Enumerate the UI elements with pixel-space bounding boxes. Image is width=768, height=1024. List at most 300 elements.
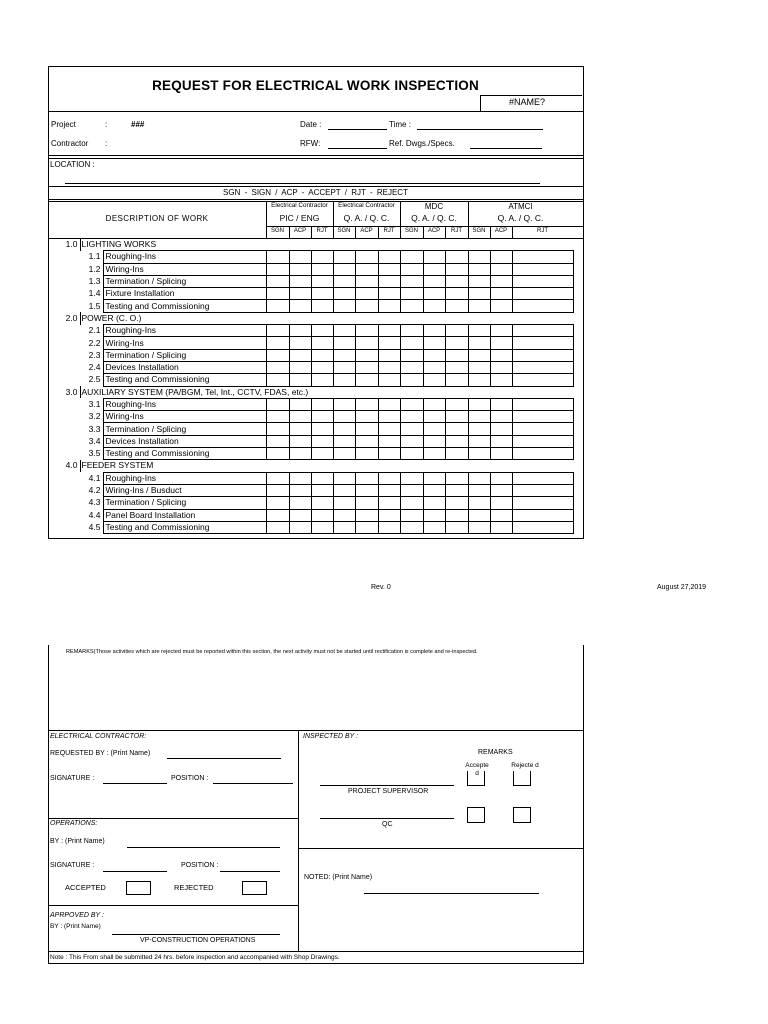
table-row [48, 361, 583, 373]
check-cell[interactable] [289, 423, 311, 435]
check-cell[interactable] [512, 374, 573, 386]
check-cell[interactable] [333, 497, 355, 509]
check-cell[interactable] [333, 484, 355, 496]
check-cell[interactable] [378, 411, 400, 423]
check-cell[interactable] [400, 251, 423, 263]
check-cell[interactable] [512, 251, 573, 263]
requested-by-field[interactable] [167, 758, 281, 759]
check-cell[interactable] [355, 411, 378, 423]
sub-header-acp: ACP [293, 228, 307, 234]
check-cell[interactable] [378, 337, 400, 349]
check-cell[interactable] [423, 288, 445, 300]
check-cell[interactable] [468, 448, 490, 460]
check-cell[interactable] [333, 423, 355, 435]
check-cell[interactable] [490, 411, 512, 423]
check-cell[interactable] [423, 521, 445, 533]
check-cell[interactable] [468, 288, 490, 300]
check-cell[interactable] [266, 374, 289, 386]
check-cell[interactable] [311, 472, 333, 484]
check-cell[interactable] [266, 497, 289, 509]
check-cell[interactable] [289, 251, 311, 263]
desc-header: DESCRIPTION OF WORK [105, 214, 209, 223]
check-cell[interactable] [512, 325, 573, 337]
check-cell[interactable] [333, 374, 355, 386]
check-cell[interactable] [355, 251, 378, 263]
check-cell[interactable] [423, 435, 445, 447]
check-cell[interactable] [355, 398, 378, 410]
check-cell[interactable] [400, 509, 423, 521]
check-cell[interactable] [333, 398, 355, 410]
check-cell[interactable] [445, 411, 468, 423]
check-cell[interactable] [423, 484, 445, 496]
check-cell[interactable] [266, 521, 289, 533]
check-cell[interactable] [400, 361, 423, 373]
check-cell[interactable] [490, 275, 512, 287]
check-cell[interactable] [445, 337, 468, 349]
check-cell[interactable] [333, 251, 355, 263]
check-cell[interactable] [490, 361, 512, 373]
check-cell[interactable] [423, 361, 445, 373]
qc-label: QC [382, 821, 393, 828]
ops-signature-field[interactable] [103, 871, 167, 872]
check-cell[interactable] [400, 411, 423, 423]
check-cell[interactable] [490, 497, 512, 509]
check-cell[interactable] [445, 251, 468, 263]
ops-position-field[interactable] [220, 871, 280, 872]
check-cell[interactable] [266, 251, 289, 263]
check-cell[interactable] [490, 337, 512, 349]
check-cell[interactable] [311, 349, 333, 361]
check-cell[interactable] [445, 497, 468, 509]
check-cell[interactable] [355, 484, 378, 496]
check-cell[interactable] [378, 509, 400, 521]
accepted-col-label: Accepte d [465, 762, 489, 777]
sub-header-sgn: SGN [270, 228, 284, 234]
ops-by-field[interactable] [127, 847, 280, 848]
check-cell[interactable] [490, 349, 512, 361]
item-number: 1.5 [88, 300, 101, 311]
check-cell[interactable] [333, 509, 355, 521]
check-cell[interactable] [468, 361, 490, 373]
check-cell[interactable] [378, 484, 400, 496]
check-cell[interactable] [355, 263, 378, 275]
table-row [48, 497, 583, 509]
check-cell[interactable] [468, 251, 490, 263]
check-cell[interactable] [445, 509, 468, 521]
check-cell[interactable] [311, 398, 333, 410]
check-cell[interactable] [289, 325, 311, 337]
check-cell[interactable] [512, 423, 573, 435]
check-cell[interactable] [333, 300, 355, 312]
check-cell[interactable] [512, 263, 573, 275]
check-cell[interactable] [378, 472, 400, 484]
check-cell[interactable] [468, 263, 490, 275]
check-cell[interactable] [423, 398, 445, 410]
check-cell[interactable] [311, 484, 333, 496]
check-cell[interactable] [423, 509, 445, 521]
check-cell[interactable] [423, 263, 445, 275]
check-cell[interactable] [400, 374, 423, 386]
check-cell[interactable] [378, 275, 400, 287]
check-cell[interactable] [311, 411, 333, 423]
check-cell[interactable] [512, 361, 573, 373]
check-cell[interactable] [289, 484, 311, 496]
check-cell[interactable] [311, 435, 333, 447]
check-cell[interactable] [311, 288, 333, 300]
check-cell[interactable] [289, 509, 311, 521]
check-cell[interactable] [355, 423, 378, 435]
check-cell[interactable] [400, 349, 423, 361]
item-number: 1.3 [88, 276, 101, 287]
approved-by-label: APRPOVED BY : [50, 912, 104, 919]
check-cell[interactable] [266, 349, 289, 361]
check-cell[interactable] [266, 435, 289, 447]
check-cell[interactable] [311, 497, 333, 509]
check-cell[interactable] [333, 288, 355, 300]
check-cell[interactable] [378, 300, 400, 312]
check-cell[interactable] [266, 288, 289, 300]
group-header-bottom: PIC / ENG [279, 213, 320, 223]
item-label: Testing and Commissioning [103, 300, 266, 312]
check-cell[interactable] [512, 497, 573, 509]
check-cell[interactable] [445, 484, 468, 496]
check-cell[interactable] [445, 300, 468, 312]
check-cell[interactable] [378, 263, 400, 275]
check-cell[interactable] [333, 263, 355, 275]
table-row [48, 263, 583, 275]
check-cell[interactable] [378, 423, 400, 435]
check-cell[interactable] [311, 374, 333, 386]
ps-accepted-box[interactable] [467, 771, 485, 786]
check-cell[interactable] [378, 251, 400, 263]
check-cell[interactable] [378, 521, 400, 533]
check-cell[interactable] [490, 509, 512, 521]
check-cell[interactable] [445, 398, 468, 410]
check-cell[interactable] [512, 411, 573, 423]
contractor-label: Contractor [51, 139, 89, 148]
table-row [48, 472, 583, 484]
check-cell[interactable] [490, 484, 512, 496]
check-cell[interactable] [289, 398, 311, 410]
check-cell[interactable] [355, 374, 378, 386]
check-cell[interactable] [468, 411, 490, 423]
check-cell[interactable] [289, 435, 311, 447]
group-header-bottom: Q. A. / Q. C. [343, 213, 390, 223]
check-cell[interactable] [445, 448, 468, 460]
row-indent [48, 435, 80, 447]
time-field[interactable] [417, 129, 543, 130]
check-cell[interactable] [289, 521, 311, 533]
check-cell[interactable] [289, 263, 311, 275]
check-cell[interactable] [468, 497, 490, 509]
check-cell[interactable] [266, 398, 289, 410]
check-cell[interactable] [311, 251, 333, 263]
check-cell[interactable] [423, 423, 445, 435]
check-cell[interactable] [378, 325, 400, 337]
noted-field[interactable] [364, 893, 539, 894]
check-cell[interactable] [512, 275, 573, 287]
check-cell[interactable] [445, 263, 468, 275]
check-cell[interactable] [355, 337, 378, 349]
check-cell[interactable] [266, 472, 289, 484]
section-number: 3.0 [65, 386, 78, 397]
check-cell[interactable] [266, 448, 289, 460]
check-cell[interactable] [378, 435, 400, 447]
qc-signature-field[interactable] [320, 818, 454, 819]
check-cell[interactable] [355, 288, 378, 300]
refdwgs-field[interactable] [470, 148, 542, 149]
check-cell[interactable] [266, 337, 289, 349]
check-cell[interactable] [445, 288, 468, 300]
check-cell[interactable] [400, 275, 423, 287]
ec-label: ELECTRICAL CONTRACTOR: [50, 733, 147, 740]
check-cell[interactable] [311, 509, 333, 521]
rfw-field[interactable] [328, 148, 387, 149]
check-cell[interactable] [333, 337, 355, 349]
row-indent [48, 361, 80, 373]
name-cell: #NAME? [509, 97, 546, 107]
check-cell[interactable] [289, 337, 311, 349]
check-cell[interactable] [289, 349, 311, 361]
location-field[interactable] [65, 183, 540, 184]
check-cell[interactable] [445, 472, 468, 484]
check-cell[interactable] [468, 325, 490, 337]
check-cell[interactable] [333, 361, 355, 373]
check-cell[interactable] [289, 300, 311, 312]
check-cell[interactable] [445, 361, 468, 373]
check-cell[interactable] [423, 374, 445, 386]
remarks-field[interactable] [66, 658, 576, 728]
check-cell[interactable] [490, 472, 512, 484]
check-cell[interactable] [445, 435, 468, 447]
table-row [48, 374, 583, 386]
check-cell[interactable] [468, 275, 490, 287]
check-cell[interactable] [445, 275, 468, 287]
requested-by-label: REQUESTED BY : (Print Name) [50, 750, 151, 757]
check-cell[interactable] [423, 325, 445, 337]
check-cell[interactable] [378, 448, 400, 460]
check-cell[interactable] [378, 374, 400, 386]
check-cell[interactable] [490, 374, 512, 386]
check-cell[interactable] [468, 484, 490, 496]
check-cell[interactable] [289, 497, 311, 509]
check-cell[interactable] [400, 288, 423, 300]
check-cell[interactable] [400, 398, 423, 410]
check-cell[interactable] [289, 448, 311, 460]
check-cell[interactable] [468, 423, 490, 435]
check-cell[interactable] [266, 300, 289, 312]
check-cell[interactable] [400, 263, 423, 275]
check-cell[interactable] [490, 251, 512, 263]
check-cell[interactable] [490, 288, 512, 300]
check-cell[interactable] [512, 448, 573, 460]
signature-field[interactable] [103, 783, 167, 784]
check-cell[interactable] [468, 374, 490, 386]
check-cell[interactable] [423, 251, 445, 263]
check-cell[interactable] [423, 448, 445, 460]
check-cell[interactable] [289, 411, 311, 423]
check-cell[interactable] [266, 325, 289, 337]
check-cell[interactable] [355, 325, 378, 337]
check-cell[interactable] [355, 497, 378, 509]
sub-header-sgn: SGN [404, 228, 418, 234]
check-cell[interactable] [468, 398, 490, 410]
check-cell[interactable] [266, 509, 289, 521]
check-cell[interactable] [445, 374, 468, 386]
check-cell[interactable] [333, 411, 355, 423]
check-cell[interactable] [266, 275, 289, 287]
check-cell[interactable] [512, 484, 573, 496]
check-cell[interactable] [355, 300, 378, 312]
check-cell[interactable] [468, 472, 490, 484]
check-cell[interactable] [468, 349, 490, 361]
check-cell[interactable] [400, 472, 423, 484]
note-text: Note : This From shall be submitted 24 hrs. before inspection and accompanied with Shop Drawings. [50, 954, 340, 961]
check-cell[interactable] [333, 325, 355, 337]
check-cell[interactable] [355, 435, 378, 447]
refdwgs-label: Ref. Dwgs./Specs. [389, 139, 455, 148]
check-cell[interactable] [311, 361, 333, 373]
approved-by-field[interactable] [112, 934, 280, 935]
item-number: 3.4 [88, 435, 101, 446]
check-cell[interactable] [468, 509, 490, 521]
check-cell[interactable] [445, 349, 468, 361]
section-spacer [573, 386, 583, 398]
check-cell[interactable] [378, 497, 400, 509]
sub-header-acp: ACP [360, 228, 373, 234]
row-indent [48, 484, 80, 496]
check-cell[interactable] [289, 374, 311, 386]
check-cell[interactable] [333, 448, 355, 460]
check-cell[interactable] [333, 435, 355, 447]
check-cell[interactable] [400, 448, 423, 460]
check-cell[interactable] [400, 497, 423, 509]
check-cell[interactable] [266, 423, 289, 435]
check-cell[interactable] [468, 435, 490, 447]
qc-accepted-box[interactable] [467, 807, 485, 823]
check-cell[interactable] [266, 484, 289, 496]
check-cell[interactable] [311, 521, 333, 533]
check-cell[interactable] [512, 337, 573, 349]
check-cell[interactable] [423, 411, 445, 423]
check-cell[interactable] [355, 521, 378, 533]
check-cell[interactable] [378, 288, 400, 300]
check-cell[interactable] [400, 325, 423, 337]
group-header-top: ATMCI [508, 202, 533, 211]
check-cell[interactable] [445, 423, 468, 435]
check-cell[interactable] [311, 275, 333, 287]
check-cell[interactable] [490, 300, 512, 312]
check-cell[interactable] [355, 472, 378, 484]
ps-rejected-box[interactable] [513, 771, 531, 786]
check-cell[interactable] [378, 361, 400, 373]
check-cell[interactable] [378, 398, 400, 410]
check-cell[interactable] [266, 361, 289, 373]
check-cell[interactable] [289, 275, 311, 287]
check-cell[interactable] [400, 435, 423, 447]
check-cell[interactable] [289, 472, 311, 484]
date-label: Date : [300, 120, 322, 129]
check-cell[interactable] [311, 325, 333, 337]
check-cell[interactable] [423, 497, 445, 509]
check-cell[interactable] [289, 288, 311, 300]
check-cell[interactable] [333, 349, 355, 361]
check-cell[interactable] [468, 521, 490, 533]
check-cell[interactable] [400, 521, 423, 533]
date-field[interactable] [328, 129, 387, 130]
check-cell[interactable] [490, 448, 512, 460]
check-cell[interactable] [512, 472, 573, 484]
check-cell[interactable] [512, 521, 573, 533]
accepted-checkbox[interactable] [126, 881, 151, 895]
project-value: ### [131, 120, 145, 129]
qc-rejected-box[interactable] [513, 807, 531, 823]
check-cell[interactable] [355, 509, 378, 521]
check-cell[interactable] [400, 484, 423, 496]
check-cell[interactable] [311, 423, 333, 435]
check-cell[interactable] [311, 448, 333, 460]
check-cell[interactable] [423, 349, 445, 361]
check-cell[interactable] [512, 288, 573, 300]
check-cell[interactable] [333, 472, 355, 484]
check-cell[interactable] [311, 337, 333, 349]
check-cell[interactable] [423, 300, 445, 312]
check-cell[interactable] [490, 398, 512, 410]
check-cell[interactable] [266, 263, 289, 275]
check-cell[interactable] [512, 300, 573, 312]
ps-signature-field[interactable] [320, 785, 454, 786]
check-cell[interactable] [490, 325, 512, 337]
check-cell[interactable] [423, 472, 445, 484]
check-cell[interactable] [512, 435, 573, 447]
check-cell[interactable] [512, 349, 573, 361]
section-title: LIGHTING WORKS [80, 239, 573, 251]
check-cell[interactable] [445, 325, 468, 337]
check-cell[interactable] [355, 275, 378, 287]
position-field[interactable] [213, 783, 293, 784]
check-cell[interactable] [423, 275, 445, 287]
check-cell[interactable] [468, 300, 490, 312]
check-cell[interactable] [445, 521, 468, 533]
check-cell[interactable] [400, 300, 423, 312]
check-cell[interactable] [400, 423, 423, 435]
contractor-colon: : [105, 139, 108, 148]
check-cell[interactable] [468, 337, 490, 349]
check-cell[interactable] [355, 361, 378, 373]
check-cell[interactable] [355, 349, 378, 361]
table-row [48, 251, 583, 263]
check-cell[interactable] [333, 275, 355, 287]
check-cell[interactable] [311, 263, 333, 275]
check-cell[interactable] [333, 521, 355, 533]
group-header-top: MDC [424, 202, 444, 211]
rejected-checkbox[interactable] [242, 881, 267, 895]
check-cell[interactable] [289, 361, 311, 373]
check-cell[interactable] [355, 448, 378, 460]
check-cell[interactable] [512, 398, 573, 410]
check-cell[interactable] [490, 435, 512, 447]
check-cell[interactable] [490, 423, 512, 435]
check-cell[interactable] [311, 300, 333, 312]
check-cell[interactable] [400, 337, 423, 349]
check-cell[interactable] [423, 337, 445, 349]
check-cell[interactable] [378, 349, 400, 361]
check-cell[interactable] [490, 263, 512, 275]
check-cell[interactable] [266, 411, 289, 423]
check-cell[interactable] [512, 509, 573, 521]
item-label: Wiring-Ins / Busduct [103, 484, 266, 496]
check-cell[interactable] [490, 521, 512, 533]
